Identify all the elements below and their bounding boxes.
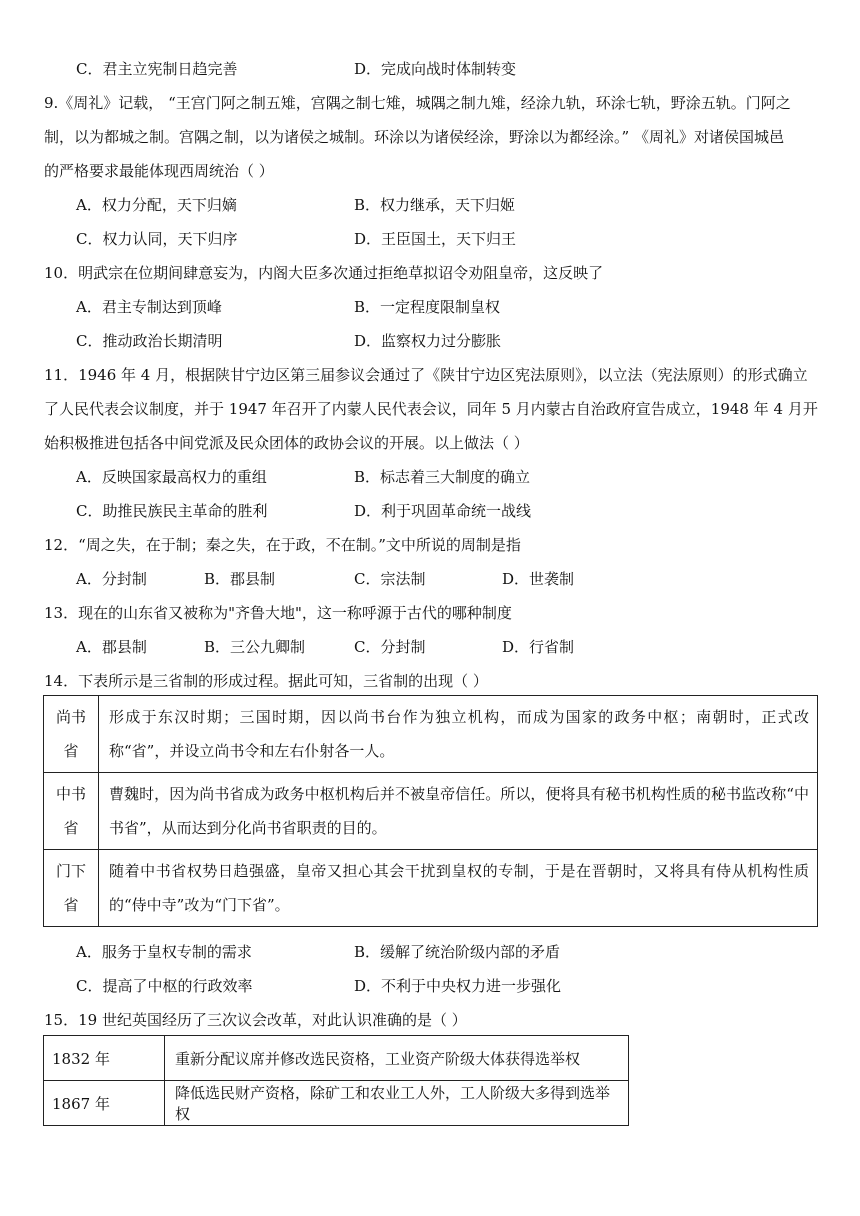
- q14-row-3-content: 随着中书省权势日趋强盛，皇帝又担心其会干扰到皇权的专制，于是在晋朝时，又将具有侍从机构性质的“侍中寺”改为“门下省”。: [99, 850, 818, 927]
- q9-option-c: C．权力认同，天下归序: [76, 230, 238, 248]
- table-row: [44, 1081, 629, 1126]
- q14-option-d: D．不利于中央权力进一步强化: [354, 977, 562, 995]
- q12-option-d: D．世袭制: [502, 570, 575, 588]
- q11-option-b: B．标志着三大制度的确立: [354, 468, 531, 486]
- q10-option-d: D．监察权力过分膨胀: [354, 332, 502, 350]
- q9-option-a: A．权力分配，天下归嫡: [76, 196, 237, 214]
- q13-option-b: B．三公九卿制: [204, 638, 306, 656]
- q12-option-b: B．郡县制: [204, 570, 276, 588]
- q15-row-1-year: 1832 年: [44, 1036, 165, 1081]
- q9-stem-line-2: 制，以为都城之制。宫隅之制，以为诸侯之城制。环涂以为诸侯经涂，野涂以为都经涂。” 《周礼》对诸侯国城邑: [44, 128, 784, 146]
- q12-option-a: A．分封制: [76, 570, 147, 588]
- prev-option-d: D．完成向战时体制转变: [354, 60, 517, 78]
- q15-row-1-content: 重新分配议席并修改选民资格，工业资产阶级大体获得选举权: [165, 1036, 629, 1081]
- table-row: [44, 850, 818, 927]
- q10-option-b: B．一定程度限制皇权: [354, 298, 501, 316]
- q15-table: [43, 1035, 629, 1126]
- q10-stem: 10．明武宗在位期间肆意妄为，内阁大臣多次通过拒绝草拟诏令劝阻皇帝，这反映了: [44, 264, 604, 282]
- q14-option-c: C．提高了中枢的行政效率: [76, 977, 253, 995]
- q9-option-b: B．权力继承，天下归姬: [354, 196, 516, 214]
- q11-option-c: C．助推民族民主革命的胜利: [76, 502, 268, 520]
- q10-option-c: C．推动政治长期清明: [76, 332, 223, 350]
- q14-stem: 14．下表所示是三省制的形成过程。据此可知，三省制的出现（ ）: [44, 672, 488, 690]
- q14-row-1-content: 形成于东汉时期；三国时期，因以尚书台作为独立机构，而成为国家的政务中枢；南朝时，正式改称“省”，并设立尚书令和左右仆射各一人。: [99, 696, 818, 773]
- q11-stem-line-2: 了人民代表会议制度，并于 1947 年召开了内蒙人民代表会议，同年 5 月内蒙古自治政府宣告成立，1948 年 4 月开: [44, 400, 818, 418]
- q9-stem-line-3: 的严格要求最能体现西周统治（ ）: [44, 162, 274, 180]
- q9-stem-line-1: 9.《周礼》记载， “王宫门阿之制五雉，宫隅之制七雉，城隅之制九雉，经涂九轨，环涂七轨，野涂五轨。门阿之: [44, 94, 791, 112]
- q11-stem-line-3: 始积极推进包括各中间党派及民众团体的政协会议的开展。以上做法（ ）: [44, 434, 529, 452]
- q13-stem: 13．现在的山东省又被称为"齐鲁大地"，这一称呼源于古代的哪种制度: [44, 604, 512, 622]
- q13-option-a: A．郡县制: [76, 638, 147, 656]
- q15-row-2-year: 1867 年: [44, 1081, 165, 1126]
- q9-option-d: D．王臣国土，天下归王: [354, 230, 517, 248]
- q11-option-a: A．反映国家最高权力的重组: [76, 468, 267, 486]
- q11-stem-line-1: 11．1946 年 4 月，根据陕甘宁边区第三届参议会通过了《陕甘宁边区宪法原则》，以立法（宪法原则）的形式确立: [44, 366, 808, 384]
- table-row: [44, 1036, 629, 1081]
- q14-row-3-header: 门下省: [44, 850, 99, 927]
- q13-option-c: C．分封制: [354, 638, 426, 656]
- table-row: [44, 696, 818, 773]
- q15-row-2-content: 降低选民财产资格，除矿工和农业工人外，工人阶级大多得到选举权: [165, 1081, 629, 1126]
- q12-stem: 12．“周之失，在于制；秦之失，在于政，不在制。”文中所说的周制是指: [44, 536, 521, 554]
- q14-table: [43, 695, 818, 927]
- q11-option-d: D．利于巩固革命统一战线: [354, 502, 532, 520]
- prev-option-c: C．君主立宪制日趋完善: [76, 60, 238, 78]
- q12-option-c: C．宗法制: [354, 570, 426, 588]
- q14-option-b: B．缓解了统治阶级内部的矛盾: [354, 943, 561, 961]
- q14-row-2-content: 曹魏时，因为尚书省成为政务中枢机构后并不被皇帝信任。所以，便将具有秘书机构性质的秘书监改称“中书省”，从而达到分化尚书省职责的目的。: [99, 773, 818, 850]
- q13-option-d: D．行省制: [502, 638, 575, 656]
- q14-row-1-header: 尚书省: [44, 696, 99, 773]
- table-row: [44, 773, 818, 850]
- q15-stem: 15．19 世纪英国经历了三次议会改革，对此认识准确的是（ ）: [44, 1011, 467, 1029]
- q10-option-a: A．君主专制达到顶峰: [76, 298, 222, 316]
- q14-option-a: A．服务于皇权专制的需求: [76, 943, 252, 961]
- q14-row-2-header: 中书省: [44, 773, 99, 850]
